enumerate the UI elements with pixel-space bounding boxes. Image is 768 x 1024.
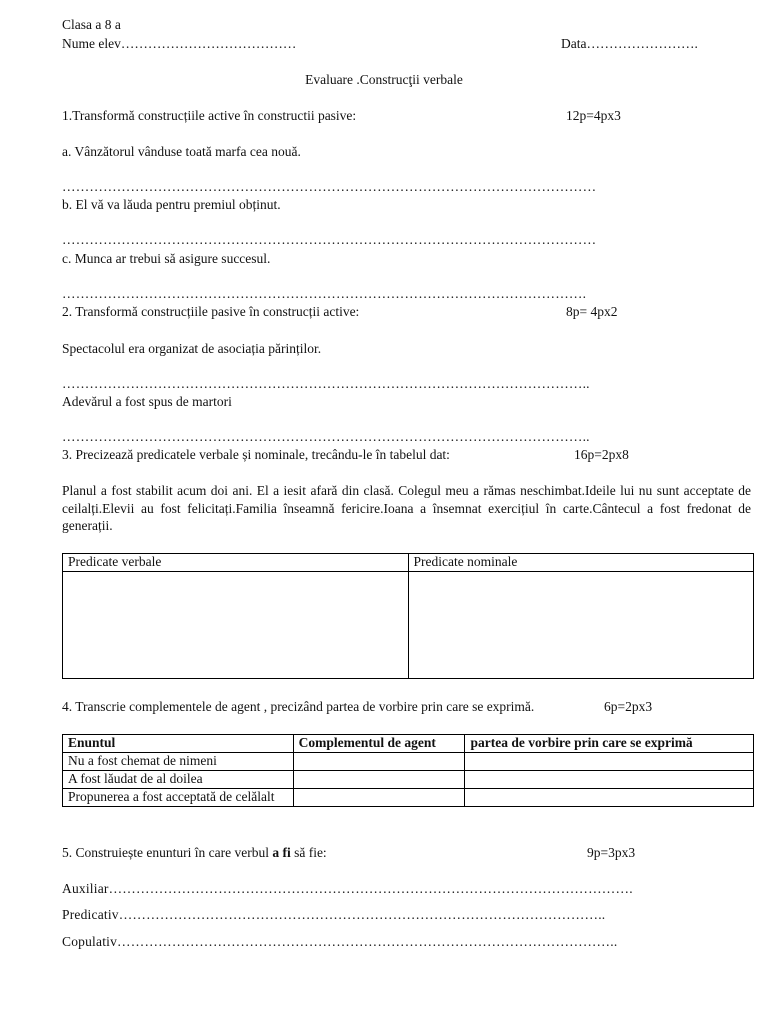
nominal-predicates-cell[interactable] [408, 572, 754, 679]
ex2-answer-line-2: …………………………………………………………………………………………………….. [62, 430, 590, 444]
ex3-paragraph: Planul a fost stabilit acum doi ani. El a iesit afară din clasă. Colegul meu a rămas neschimbat.Ideile lui nu sunt acceptate de ceilalți.Elevii au fost felicitați.Familia înseamnă fericire.Ioana a însemnat exercițiul în carte.Cântecul a fost fredonat de generații. [62, 483, 751, 533]
header-nominal-predicates: Predicate nominale [408, 554, 754, 572]
part-of-speech-answer-cell[interactable] [465, 771, 754, 789]
student-name-label: Nume elev………………………………… [62, 36, 297, 51]
ex1-item-b: b. El vă va lăuda pentru premiul obținut. [62, 197, 281, 212]
ex5-prompt-verb: a fi [272, 845, 291, 860]
table-row [63, 753, 754, 771]
sentence-cell: A fost lăudat de al doilea [63, 771, 294, 789]
table-row [63, 771, 754, 789]
ex3-prompt: 3. Precizează predicatele verbale și nominale, trecându-le în tabelul dat: [62, 447, 450, 462]
sentence-cell: Nu a fost chemat de nimeni [63, 753, 294, 771]
header-agent-complement: Complementul de agent [293, 735, 465, 753]
date-label: Data……………………. [561, 36, 698, 51]
page-title: Evaluare .Construcţii verbale [305, 72, 463, 87]
ex1-points: 12p=4px3 [566, 108, 621, 123]
header-sentence: Enuntul [63, 735, 294, 753]
ex1-prompt: 1.Transformă construcțiile active în constructii pasive: [62, 108, 357, 123]
table-row [63, 789, 754, 807]
ex2-answer-line-1: …………………………………………………………………………………………………….. [62, 377, 590, 391]
verbal-predicates-cell[interactable] [63, 572, 409, 679]
agent-answer-cell[interactable] [293, 789, 465, 807]
class-label: Clasa a 8 a [62, 17, 121, 32]
ex2-prompt: 2. Transformă construcțiile pasive în construcții active: [62, 304, 360, 319]
copulative-line: Copulativ……………………………………………………………………………………………….. [62, 934, 618, 949]
auxiliary-line: Auxiliar……………………………………………………………………………………………………. [62, 881, 633, 896]
agent-answer-cell[interactable] [293, 771, 465, 789]
ex5-prompt-before: 5. Construiește enunturi în care verbul [62, 845, 273, 860]
ex1-answer-line-a: ……………………………………………………………………………………………………… [62, 180, 597, 194]
predicates-table [62, 553, 754, 679]
ex1-item-c: c. Munca ar trebui să asigure succesul. [62, 251, 271, 266]
part-of-speech-answer-cell[interactable] [465, 753, 754, 771]
ex2-points: 8p= 4px2 [566, 304, 618, 319]
header-part-of-speech: partea de vorbire prin care se exprimă [465, 735, 754, 753]
ex2-item-2: Adevărul a fost spus de martori [62, 394, 232, 409]
ex5-prompt-after: să fie: [290, 845, 327, 860]
ex3-points: 16p=2px8 [574, 447, 629, 462]
ex5-prompt [62, 845, 327, 861]
agent-complements-table [62, 734, 754, 807]
ex1-answer-line-b: ……………………………………………………………………………………………………… [62, 233, 597, 247]
ex4-prompt: 4. Transcrie complementele de agent , precizând partea de vorbire prin care se exprimă. [62, 699, 535, 714]
agent-answer-cell[interactable] [293, 753, 465, 771]
ex4-points: 6p=2px3 [604, 699, 653, 714]
part-of-speech-answer-cell[interactable] [465, 789, 754, 807]
ex1-answer-line-c: ……………………………………………………………………………………………………. [62, 287, 587, 301]
ex2-item-1: Spectacolul era organizat de asociația părinților. [62, 341, 322, 356]
ex1-item-a: a. Vânzătorul vânduse toată marfa cea nouă. [62, 144, 301, 159]
header-verbal-predicates: Predicate verbale [63, 554, 409, 572]
predicative-line: Predicativ…………………………………………………………………………………………….. [62, 907, 606, 922]
sentence-cell: Propunerea a fost acceptată de celălalt [63, 789, 294, 807]
ex5-points: 9p=3px3 [587, 845, 636, 860]
